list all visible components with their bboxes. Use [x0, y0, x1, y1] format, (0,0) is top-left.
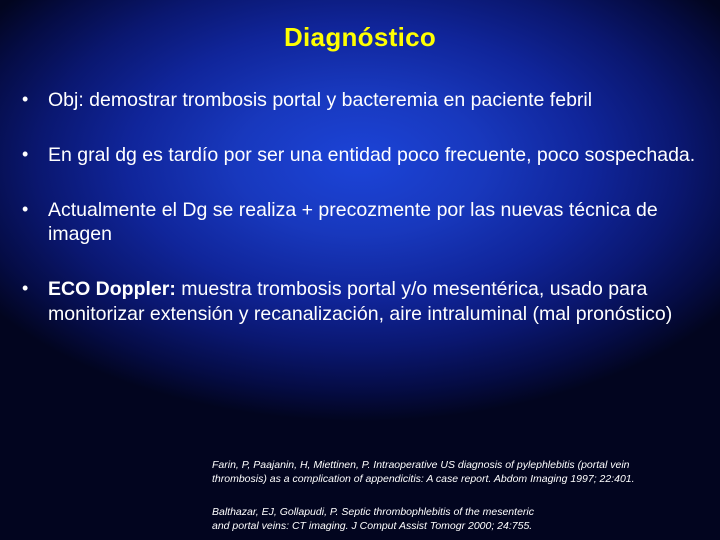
- list-item-emphasis: ECO Doppler:: [48, 278, 176, 300]
- reference-line: and portal veins: CT imaging. J Comput Assist Tomogr 2000; 24:755.: [212, 520, 533, 533]
- list-item-body: Actualmente el Dg se realiza + precozmente por las nuevas técnica de imagen: [48, 198, 658, 246]
- reference-citation-2: [212, 505, 682, 534]
- list-item-body: muestra trombosis portal y/o mesentérica, usado para monitorizar extensión y recanalización, aire intraluminal (mal pronóstico): [48, 278, 673, 325]
- list-item: [22, 88, 700, 113]
- reference-line: thrombosis) as a complication of appendicitis: A case report. Abdom Imaging 1997; 22:401.: [212, 473, 635, 486]
- list-item-text: [48, 88, 700, 113]
- bullet-marker: •: [22, 198, 29, 219]
- bullet-marker: •: [22, 278, 29, 298]
- list-item-body: En gral dg es tardío por ser una entidad poco frecuente, poco sospechada.: [48, 143, 696, 166]
- page-title: Diagnóstico: [283, 22, 437, 52]
- list-item-text: [48, 198, 700, 248]
- list-item-text: [48, 143, 700, 168]
- list-item: [22, 143, 700, 168]
- reference-line: Farin, P, Paajanin, H, Miettinen, P. Intraoperative US diagnosis of pylephlebitis (portal vein: [212, 459, 630, 471]
- list-item: [22, 198, 700, 248]
- list-item-body: Obj: demostrar trombosis portal y bacteremia en paciente febril: [48, 89, 593, 111]
- bullet-list: [22, 88, 700, 357]
- reference-line: Balthazar, EJ, Gollapudi, P. Septic thrombophlebitis of the mesenteric: [212, 506, 534, 518]
- bullet-marker: •: [22, 143, 29, 164]
- reference-citation-1: [212, 458, 682, 487]
- list-item: [22, 277, 700, 327]
- bullet-marker: •: [22, 89, 29, 109]
- list-item-text: [48, 277, 700, 327]
